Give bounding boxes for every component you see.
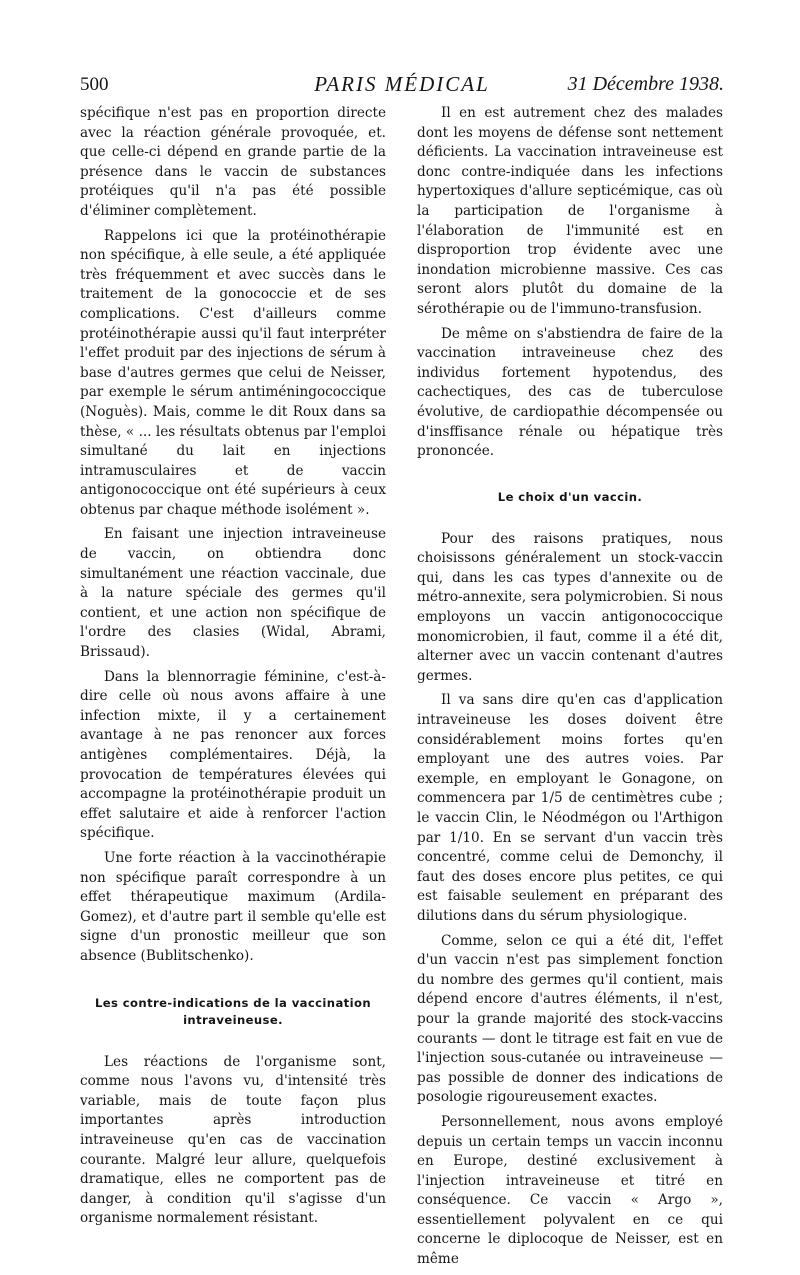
paragraph: Pour des raisons pratiques, nous choisissons généralement un stock-vaccin qui, dans les cas types d'annexite ou de métro-annexite, sera polymicrobien. Si nous employons un vaccin antigonococcique monomicrobien, il faut, comme il a été dit, alterner avec un vaccin contenant d'autres germes. [417,530,723,684]
paragraph: Il en est autrement chez des malades dont les moyens de défense sont nettement déficients. La vaccination intraveineuse est donc contre-indiquée dans les infections hypertoxiques d'allure septicémique, cas où la participation de l'organisme à l'élaboration de l'immunité est en disproportion trop évidente avec une inondation microbienne massive. Ces cas seront alors plutôt du domaine de la sérothérapie ou de l'immuno-transfusion. [417,105,723,317]
paragraph: spécifique n'est pas en proportion directe avec la réaction générale provoquée, et. que celle-ci dépend en grande partie de la présence dans le vaccin de substances protéiques qu'il n'a pas été possible d'éliminer complètement. [80,105,386,219]
right-column [417,104,723,1275]
paragraph: De même on s'abstiendra de faire de la vaccination intraveineuse chez des individus fortement hypotendus, des cachectiques, des cas de tuberculose évolutive, de cardiopathie décompensée ou d'insffisance rénale ou hépatique très prononcée. [417,325,723,460]
paragraph: En faisant une injection intraveineuse de vaccin, on obtiendra donc simultanément une réaction vaccinale, due à la nature spéciale des germes qu'il contient, et une action non spécifique de l'ordre des clasies (Widal, Abrami, Brissaud). [80,526,386,661]
paragraph: Les réactions de l'organisme sont, comme nous l'avons vu, d'intensité très variable, mais de toute façon plus importantes après introduction intraveineuse qu'en cas de vaccination courante. Malgré leur allure, quelquefois dramatique, elles ne comportent pas de danger, à condition qu'il s'agisse d'un organisme normalement résistant. [80,1053,386,1227]
paragraph: Une forte réaction à la vaccinothérapie non spécifique paraît correspondre à un effet thérapeutique maximum (Ardila-Gomez), et d'autre part il semble qu'elle est signe d'un pronostic meilleur que son absence (Bublitschenko). [80,849,386,964]
paragraph: Comme, selon ce qui a été dit, l'effet d'un vaccin n'est pas simplement fonction du nombre des germes qu'il contient, mais dépend encore d'autres éléments, il n'est, pour la grande majorité des stock-vaccins courants — dont le titrage est fait en vue de l'injection sous-cutanée ou intraveineuse — pas possible de donner des indications de posologie rigoureusement exactes. [417,932,723,1106]
paragraph: Il va sans dire qu'en cas d'application intraveineuse les doses doivent être considérablement moins fortes qu'en employant une des autres voies. Par exemple, en employant le Gonagone, on commencera par 1/5 de centimètres cube ; le vaccin Clin, le Néodmégon ou l'Arthigon par 1/10. En se servant d'un vaccin très concentré, comme celui de Demonchy, il faut des doses encore plus petites, ce qui est faisable seulement en préparant des dilutions dans du sérum physiologique. [417,692,723,924]
journal-title: PARIS MÉDICAL [314,72,490,96]
running-header [80,72,724,100]
paragraph: Rappelons ici que la protéinothérapie non spécifique, à elle seule, a été appliquée très fréquemment et avec succès dans le traitement de la gonococcie et de ses complications. C'est d'ailleurs comme protéinothérapie aussi qu'il faut interpréter l'effet produit par des injections de sérum à base d'autres germes que celui de Neisser, par exemple le sérum antiméningococcique (Noguès). Mais, comme le dit Roux dans sa thèse, « ... les résultats obtenus par l'emploi simultané du lait en injections intramusculaires et de vaccin antigonococcique ont été supérieurs à ceux obtenus par chaque méthode isolément ». [80,227,386,518]
issue-date: 31 Décembre 1938. [567,73,724,95]
paragraph: Dans la blennorragie féminine, c'est-à-dire celle où nous avons affaire à une infection mixte, il y a certainement avantage à ne pas renoncer aux forces antigènes complémentaires. Déjà, la provocation de températures élevées qui accompagne la protéinothérapie produit un effet salutaire et aide à renforcer l'action spécifique. [80,668,386,842]
section-heading: Le choix d'un vaccin. [497,489,643,504]
section-heading: Les contre-indications de la vaccination intraveineuse. [94,995,372,1027]
paragraph: Personnellement, nous avons employé depuis un certain temps un vaccin inconnu en Europe, destiné exclusivement à l'injection intraveineuse et titré en conséquence. Ce vaccin « Argo », essentiellement polyvalent en ce qui concerne le diplocoque de Neisser, est en même [417,1113,723,1268]
left-column [80,104,386,1234]
page-number: 500 [80,74,109,95]
